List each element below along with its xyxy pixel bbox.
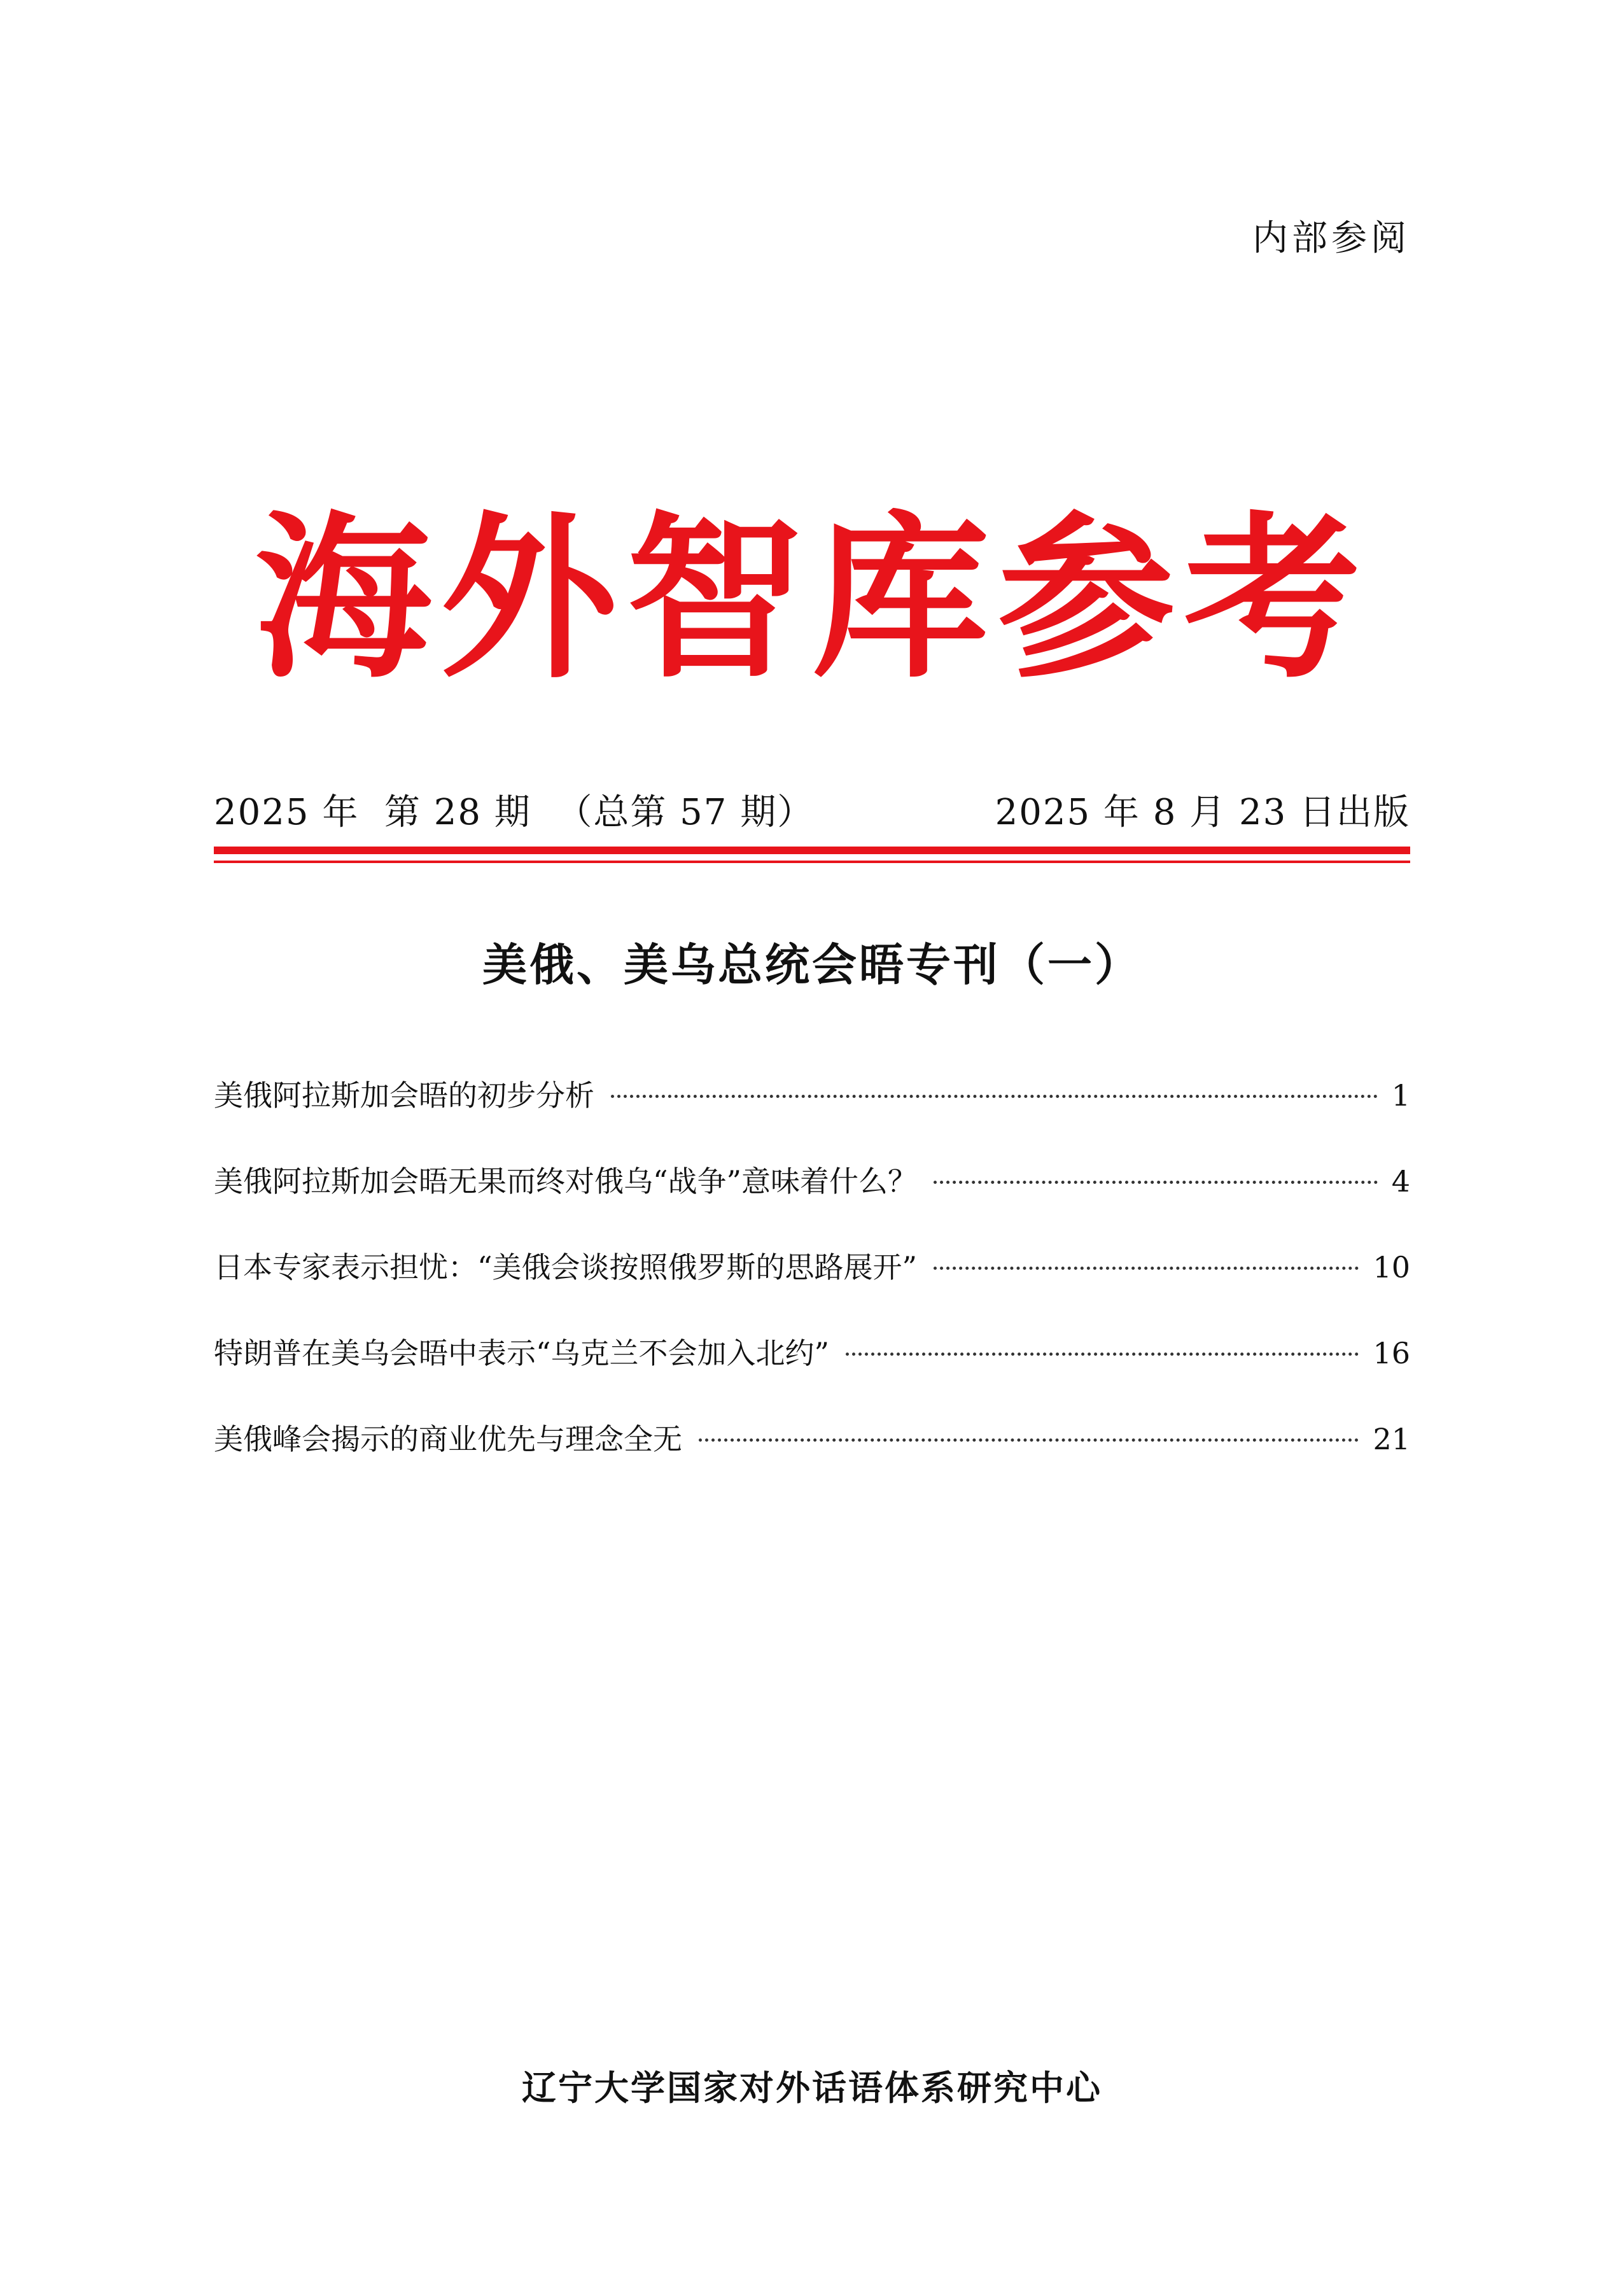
toc-entry-page: 1	[1391, 1078, 1410, 1113]
toc-entry[interactable]	[214, 1072, 1410, 1158]
masthead-title: 海外智库参考	[255, 494, 1369, 702]
toc-entry[interactable]	[214, 1416, 1410, 1502]
toc-leader-dots	[611, 1095, 1378, 1098]
toc-entry-title: 日本专家表示担忧：“美俄会谈按照俄罗斯的思路展开”	[214, 1250, 918, 1284]
toc-entry[interactable]	[214, 1244, 1410, 1330]
toc-leader-dots	[846, 1353, 1359, 1356]
toc-entry-page: 21	[1373, 1422, 1410, 1456]
classification-label: 内部参阅	[1252, 218, 1410, 259]
issue-number: 2025 年 第 28 期 （总第 57 期）	[214, 792, 815, 833]
toc-entry-title: 美俄峰会揭示的商业优先与理念全无	[214, 1422, 682, 1456]
toc-entry[interactable]	[214, 1330, 1410, 1416]
publisher-name: 辽宁大学国家对外话语体系研究中心	[522, 2068, 1102, 2108]
toc-entry[interactable]	[214, 1158, 1410, 1244]
toc-entry-page: 16	[1373, 1336, 1410, 1370]
toc-entry-title: 美俄阿拉斯加会晤的初步分析	[214, 1078, 594, 1113]
toc-leader-dots	[934, 1181, 1378, 1184]
table-of-contents	[214, 1072, 1410, 1502]
toc-leader-dots	[699, 1438, 1359, 1442]
issue-info-line	[214, 784, 1410, 835]
red-rule-thick	[214, 847, 1410, 854]
toc-entry-page: 10	[1373, 1250, 1410, 1284]
toc-entry-page: 4	[1391, 1164, 1410, 1199]
toc-leader-dots	[934, 1267, 1359, 1270]
special-issue-title: 美俄、美乌总统会晤专刊（一）	[482, 939, 1142, 991]
publication-date: 2025 年 8 月 23 日出版	[995, 792, 1410, 833]
toc-entry-title: 美俄阿拉斯加会晤无果而终对俄乌“战争”意味着什么？	[214, 1164, 918, 1199]
red-rule-thin	[214, 861, 1410, 863]
toc-entry-title: 特朗普在美乌会晤中表示“乌克兰不会加入北约”	[214, 1336, 830, 1370]
